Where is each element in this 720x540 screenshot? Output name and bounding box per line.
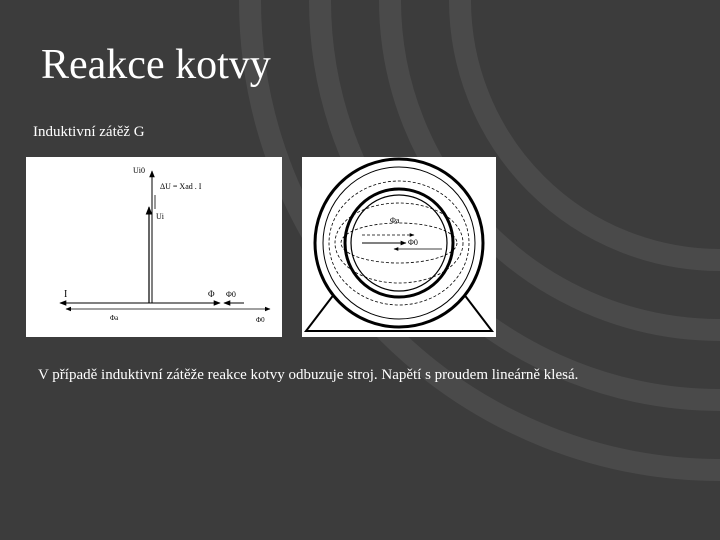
machine-cross-section-panel xyxy=(302,157,496,337)
label-current: I xyxy=(64,289,68,300)
label-ui0: Ui0 xyxy=(133,166,145,175)
slide-subtitle: Induktivní zátěž G xyxy=(33,124,145,140)
label-phi-a-machine: Φa xyxy=(390,216,400,225)
label-phi-0: Φ0 xyxy=(226,290,236,299)
label-ui: Ui xyxy=(156,212,164,221)
background-arc xyxy=(460,0,720,260)
slide-title: Reakce kotvy xyxy=(41,42,271,88)
label-delta-u: ΔU = Xad . I xyxy=(160,182,202,191)
machine-cross-section xyxy=(302,157,496,337)
phasor-diagram-panel xyxy=(26,157,282,337)
phasor-diagram xyxy=(26,157,282,337)
label-phi-a: Φa xyxy=(110,314,119,322)
slide-caption: V případě induktivní zátěže reakce kotvy odbuzuje stroj. Napětí s proudem lineárně klesá. xyxy=(38,367,579,383)
label-phi-0-machine: Φ0 xyxy=(408,238,418,247)
label-phi: Φ xyxy=(208,289,215,299)
label-phi-0-bottom: Φ0 xyxy=(256,316,265,324)
